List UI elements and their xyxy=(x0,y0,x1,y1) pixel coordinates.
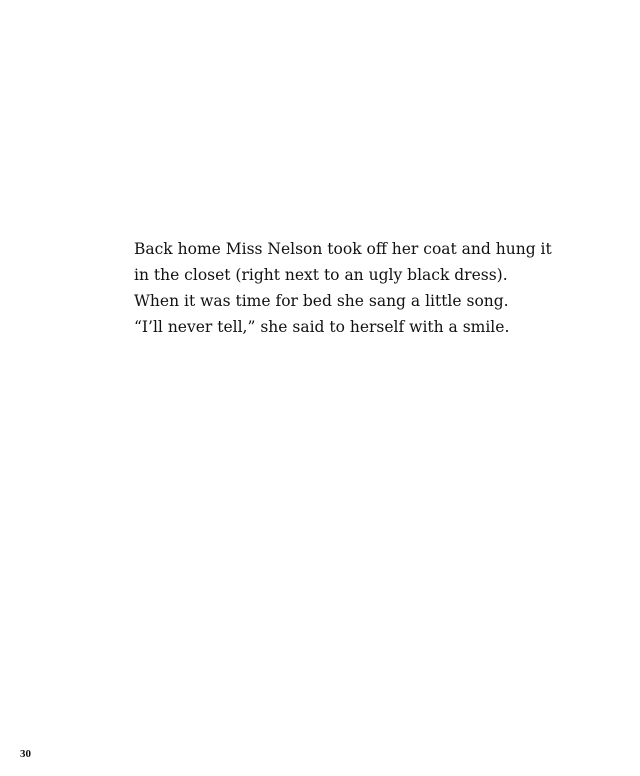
story-line: Back home Miss Nelson took off her coat and hung it xyxy=(134,240,552,258)
story-line: “I’ll never tell,” she said to herself with a smile. xyxy=(134,318,510,336)
story-line: in the closet (right next to an ugly black dress). xyxy=(134,266,508,284)
page-number: 30 xyxy=(20,748,31,760)
story-paragraph xyxy=(134,236,614,340)
story-line: When it was time for bed she sang a little song. xyxy=(134,292,509,310)
